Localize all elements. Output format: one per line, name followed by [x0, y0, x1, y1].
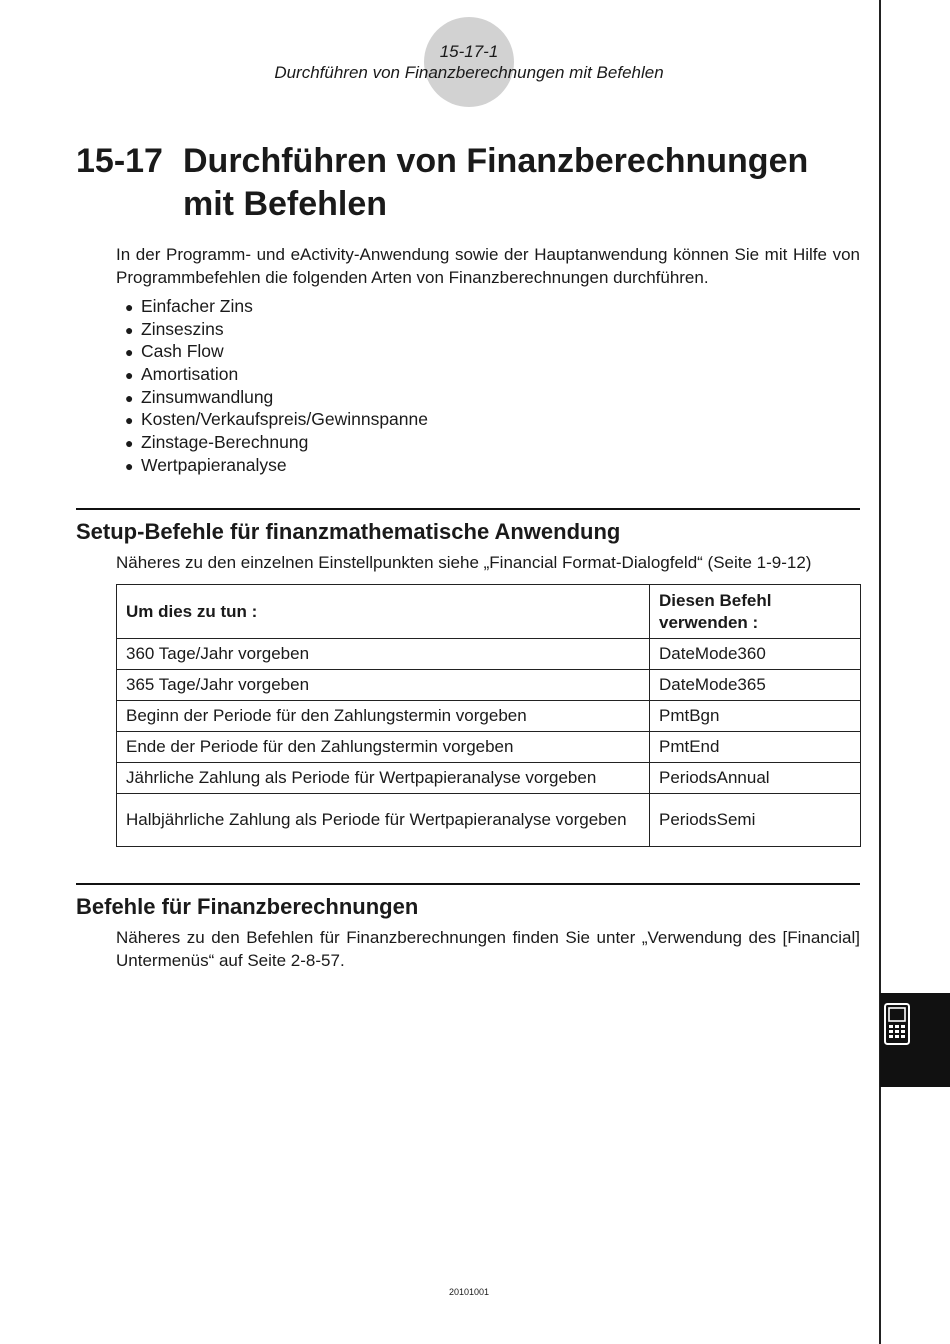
- calculation-types-list: [125, 295, 428, 477]
- table-cell: 365 Tage/Jahr vorgeben: [117, 670, 650, 701]
- section-divider: [76, 508, 860, 510]
- chapter-title-line2: mit Befehlen: [183, 185, 388, 223]
- table-cell: PeriodsSemi: [650, 794, 861, 847]
- section-intro-financial: Näheres zu den Befehlen für Finanzberechnungen finden Sie unter „Verwendung des [Financial] Untermenüs“ auf Seite 2-8-57.: [116, 928, 860, 970]
- footer-code: 20101001: [448, 1287, 490, 1297]
- table-row: [117, 732, 861, 763]
- chapter-number: 15-17: [76, 142, 163, 180]
- table-header-row: [117, 585, 861, 639]
- list-item: ● Amortisation: [125, 363, 428, 386]
- table-cell: Beginn der Periode für den Zahlungstermin vorgeben: [117, 701, 650, 732]
- bullet-icon: ●: [125, 344, 134, 361]
- list-item: ● Zinsumwandlung: [125, 386, 428, 409]
- section-intro-setup: Näheres zu den einzelnen Einstellpunkten siehe „Financial Format-Dialogfeld“ (Seite 1-9-12): [116, 553, 812, 572]
- calculator-icon: [880, 993, 950, 1087]
- table-cell: PeriodsAnnual: [650, 763, 861, 794]
- table-cell: PmtEnd: [650, 732, 861, 763]
- table-cell: DateMode365: [650, 670, 861, 701]
- bullet-icon: ●: [125, 299, 134, 315]
- table-cell: Jährliche Zahlung als Periode für Wertpapieranalyse vorgeben: [117, 763, 650, 794]
- intro-paragraph: In der Programm- und eActivity-Anwendung sowie der Hauptanwendung können Sie mit Hilfe von Programmbefehlen die folgenden Arten von Finanzberechnungen durchführen.: [116, 245, 860, 287]
- bullet-icon: ●: [125, 435, 134, 452]
- table-row: [117, 639, 861, 670]
- section-divider: [76, 883, 860, 885]
- table-row: [117, 794, 861, 847]
- list-item: ● Cash Flow: [125, 340, 428, 363]
- table-cell: 360 Tage/Jahr vorgeben: [117, 639, 650, 670]
- table-cell: Ende der Periode für den Zahlungstermin vorgeben: [117, 732, 650, 763]
- table-header: Diesen Befehl verwenden :: [650, 585, 861, 639]
- section-heading-financial: Befehle für Finanzberechnungen: [76, 894, 419, 919]
- chapter-tab: [880, 993, 950, 1087]
- section-heading-setup: Setup-Befehle für finanzmathematische Anwendung: [76, 519, 621, 544]
- bullet-icon: ●: [125, 389, 134, 406]
- table-cell: PmtBgn: [650, 701, 861, 732]
- bullet-icon: ●: [125, 412, 134, 429]
- table-row: [117, 701, 861, 732]
- table-cell: DateMode360: [650, 639, 861, 670]
- list-item: ● Zinstage-Berechnung: [125, 431, 428, 454]
- table-row: [117, 763, 861, 794]
- bullet-icon: ●: [125, 367, 134, 384]
- table-row: [117, 670, 861, 701]
- list-item: ● Zinseszins: [125, 318, 428, 341]
- setup-commands-table: [116, 584, 861, 847]
- bullet-icon: ●: [125, 321, 134, 338]
- table-cell: Halbjährliche Zahlung als Periode für Wertpapieranalyse vorgeben: [117, 794, 650, 847]
- table-header: Um dies zu tun :: [117, 585, 650, 639]
- list-item: ● Einfacher Zins: [125, 295, 428, 318]
- list-item: ● Wertpapieranalyse: [125, 454, 428, 477]
- page-number-circle: [424, 17, 514, 107]
- right-margin-rule: [879, 0, 881, 1344]
- bullet-icon: ●: [125, 457, 134, 474]
- chapter-title-line1: Durchführen von Finanzberechnungen: [183, 142, 809, 180]
- running-head-page: 15-17-1: [439, 42, 499, 61]
- running-head-title: Durchführen von Finanzberechnungen mit Befehlen: [274, 63, 664, 82]
- list-item: ● Kosten/Verkaufspreis/Gewinnspanne: [125, 408, 428, 431]
